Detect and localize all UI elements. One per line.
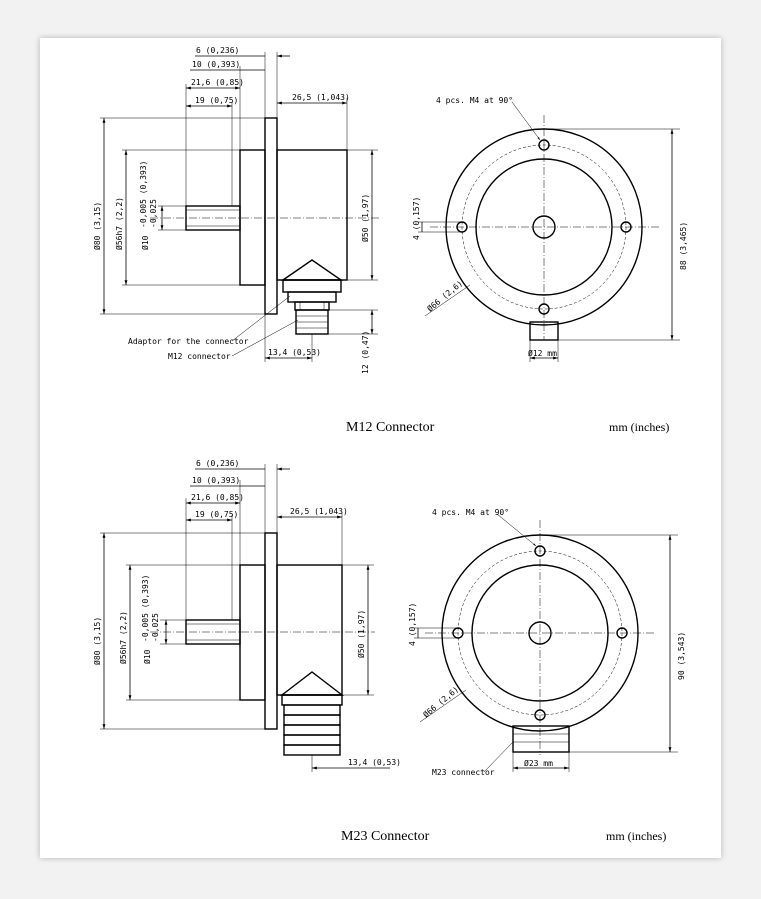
m12-front-view [412,96,688,362]
m23-holes: 4 pcs. M4 at 90° [432,508,510,517]
m23-dim-90: 90 (3,543) [677,631,686,680]
m23-dim-tol-top: -0,005 (0,393) [141,574,150,642]
m23-front-view [408,508,686,777]
m12-dim-13: 13,4 (0,53) [268,348,321,357]
m12-dim-56: Ø56h7 (2,2) [115,197,124,250]
m12-dim-80: Ø80 (3,15) [93,201,102,250]
m23-dim-13: 13,4 (0,53) [348,758,401,767]
m12-dim-12: 12 (0,47) [361,330,370,374]
m23-dim-66: Ø66 (2,6) [421,684,461,720]
m12-dim-tol-top: -0,005 (0,393) [139,160,148,228]
m23-dim-19: 19 (0,75) [195,510,239,519]
m12-dim-12mm: Ø12 mm [528,349,557,358]
m12-dim-21: 21,6 (0,85) [191,78,244,87]
m12-dim-19: 19 (0,75) [195,96,239,105]
m12-dim-10: 10 (0,393) [192,60,241,69]
m12-side-view [92,46,380,374]
m12-dim-6: 6 (0,236) [196,46,240,55]
m23-dim-21: 21,6 (0,85) [191,493,244,502]
m12-caption: M12 Connector [346,420,435,435]
m23-side-view [92,459,401,772]
m23-caption: M23 Connector [341,829,430,844]
m12-dim-50: Ø50 (1,97) [361,193,370,242]
m12-dim-4: 4 (0,157) [412,196,421,240]
m23-dim-50: Ø50 (1,97) [357,609,366,658]
m23-dim-10shaft: Ø10 [143,649,152,664]
m12-dim-26: 26,5 (1,043) [292,93,350,102]
m12-dim-10shaft: Ø10 [141,235,150,250]
m12-units: mm (inches) [609,420,670,434]
m12-dim-tol-bot: -0,025 [149,199,158,228]
m12-callout-connector: M12 connector [168,352,231,361]
m23-dim-56: Ø56h7 (2,2) [119,611,128,664]
m23-dim-4: 4 (0,157) [408,602,417,646]
m12-dim-88: 88 (3,465) [679,221,688,270]
m23-dim-tol-bot: -0,025 [151,613,160,642]
m12-dim-66: Ø66 (2,6) [425,278,465,314]
m23-dim-80: Ø80 (3,15) [93,616,102,665]
m23-dim-10: 10 (0,393) [192,476,241,485]
m12-callout-adaptor: Adaptor for the connector [128,337,249,346]
m23-units: mm (inches) [606,829,667,843]
m23-dim-26: 26,5 (1,043) [290,507,348,516]
m23-dim-23mm: Ø23 mm [524,759,553,768]
m23-dim-6: 6 (0,236) [196,459,240,468]
m12-holes: 4 pcs. M4 at 90° [436,96,514,105]
m23-callout-connector: M23 connector [432,768,495,777]
